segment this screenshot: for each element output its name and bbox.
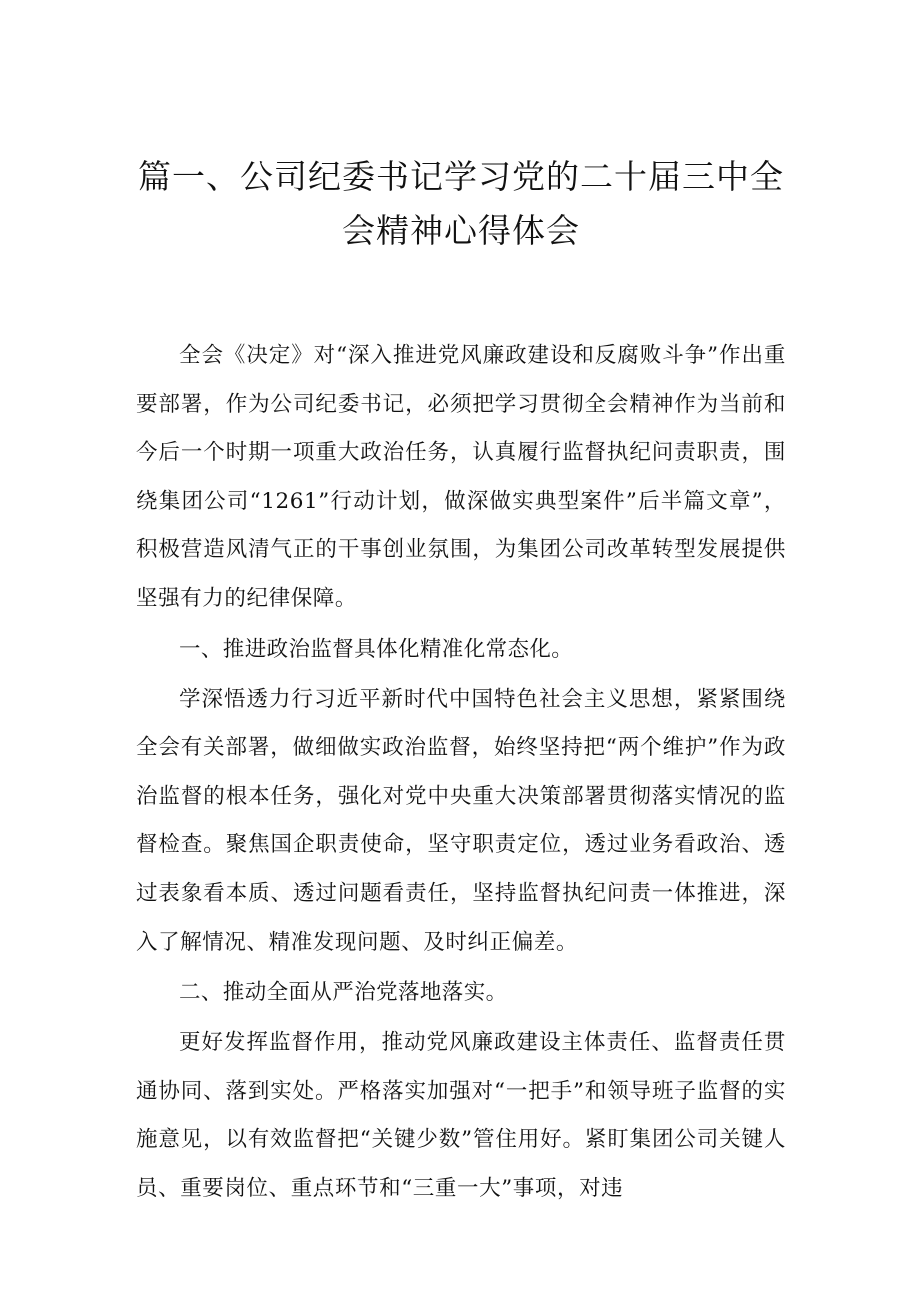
title-line-1: 篇一、公司纪委书记学习党的二十届三中全 bbox=[138, 157, 784, 196]
intro-paragraph: 全会《决定》对“深入推进党风廉政建设和反腐败斗争”作出重要部署，作为公司纪委书记，必须把学习贯彻全会精神作为当前和今后一个时期一项重大政治任务，认真履行监督执纪问责职责，围绕集团公司“1261”行动计划，做深做实典型案件”后半篇文章”，积极营造风清气正的干事创业氛围，为集团公司改革转型发展提供坚强有力的纪律保障。 bbox=[136, 343, 786, 611]
section-1-paragraph: 学深悟透力行习近平新时代中国特色社会主义思想，紧紧围绕全会有关部署，做细做实政治监督，始终坚持把“两个维护”作为政治监督的根本任务，强化对党中央重大决策部署贯彻落实情况的监督检查。聚焦国企职责使命，坚守职责定位，透过业务看政治、透过表象看本质、透过问题看责任，坚持监督执纪问责一体推进，深入了解情况、精准发现问题、及时纠正偏差。 bbox=[136, 686, 786, 955]
section-heading-1: 一、推进政治监督具体化精准化常态化。 bbox=[179, 636, 574, 662]
section-heading-2: 二、推动全面从严治党落地落实。 bbox=[179, 980, 508, 1006]
document-body bbox=[136, 332, 786, 1214]
section-2-paragraph: 更好发挥监督作用，推动党风廉政建设主体责任、监督责任贯通协同、落到实处。严格落实加强对“一把手”和领导班子监督的实施意见，以有效监督把“关键少数”管住用好。紧盯集团公司关键人员、重要岗位、重点环节和“三重一大”事项，对违 bbox=[136, 1030, 786, 1201]
title-line-2: 会精神心得体会 bbox=[342, 211, 580, 250]
document-title bbox=[136, 150, 786, 258]
